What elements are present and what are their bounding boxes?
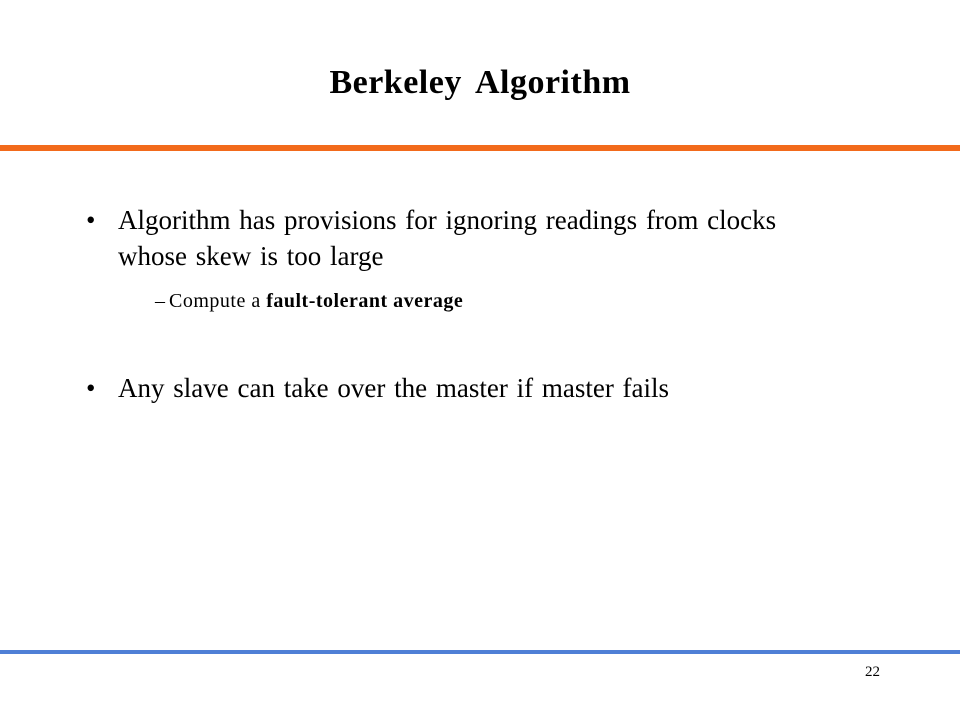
slide-title: Berkeley Algorithm [329,64,631,101]
bullet-text: Algorithm has provisions for ignoring readings from clocks whose skew is too large [118,205,777,271]
bullet-item [86,202,846,274]
page-number: 22 [865,664,880,680]
sub-bullet-marker: – [155,290,166,312]
bullet-marker: • [86,373,96,403]
sub-bullet-item [155,288,463,314]
sub-bullet-emphasis: fault-tolerant average [266,290,464,312]
bullet-text: Any slave can take over the master if master fails [118,373,670,403]
title-divider [0,145,960,151]
footer-divider [0,650,960,654]
bullet-item [86,370,846,406]
bullet-marker: • [86,205,96,235]
sub-bullet-prefix: Compute a [169,290,267,312]
